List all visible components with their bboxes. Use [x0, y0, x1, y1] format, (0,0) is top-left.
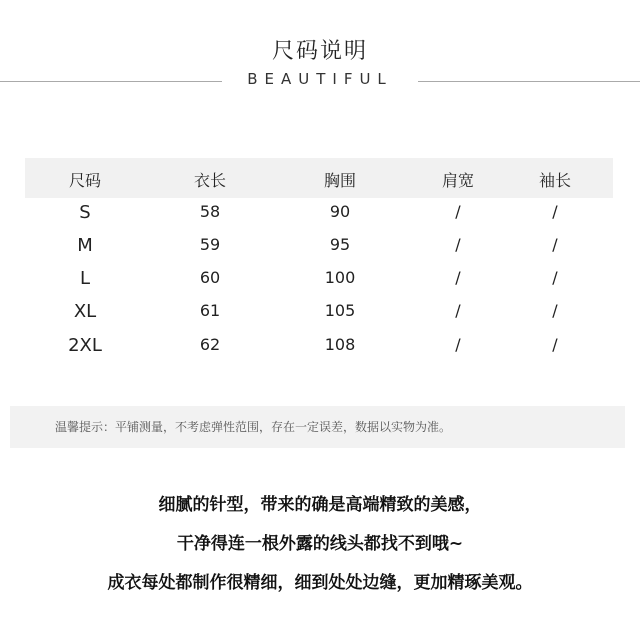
cell-shoulder: / [455, 335, 461, 354]
cell-size: XL [73, 301, 97, 322]
cell-length: 58 [199, 202, 221, 221]
column-header-chest: 胸围 [323, 171, 356, 190]
cell-sleeve: / [552, 235, 558, 254]
cell-sleeve: / [552, 202, 558, 221]
cell-length: 62 [199, 335, 221, 354]
table-row [0, 335, 640, 365]
page-title: 尺码说明 [271, 39, 368, 64]
cell-sleeve: / [552, 268, 558, 287]
description-line: 成衣每处都制作很精细，细到处处边缝，更加精琢美观。 [107, 573, 533, 593]
column-header-length: 衣长 [193, 171, 226, 190]
table-row [0, 268, 640, 298]
divider-right [418, 81, 640, 82]
description-line: 细腻的针型，带来的确是高端精致的美感， [158, 495, 482, 515]
divider-left [0, 81, 222, 82]
table-row [0, 235, 640, 265]
cell-sleeve: / [552, 301, 558, 320]
table-row [0, 202, 640, 232]
cell-length: 60 [199, 268, 221, 287]
cell-size: L [79, 268, 91, 289]
cell-shoulder: / [455, 301, 461, 320]
column-header-size: 尺码 [68, 171, 101, 190]
cell-chest: 105 [324, 301, 356, 320]
cell-chest: 95 [329, 235, 351, 254]
cell-size: M [77, 235, 93, 256]
description-line: 干净得连一根外露的线头都找不到哦~ [176, 534, 464, 554]
cell-chest: 108 [324, 335, 356, 354]
cell-sleeve: / [552, 335, 558, 354]
note-bar [10, 406, 625, 448]
subtitle-banner [0, 70, 640, 92]
cell-length: 59 [199, 235, 221, 254]
subtitle: BEAUTIFUL [247, 70, 393, 88]
column-header-shoulder: 肩宽 [441, 171, 474, 190]
cell-shoulder: / [455, 202, 461, 221]
cell-size: S [79, 202, 91, 223]
table-row [0, 301, 640, 331]
cell-shoulder: / [455, 235, 461, 254]
column-header-sleeve: 袖长 [538, 171, 571, 190]
cell-chest: 100 [324, 268, 356, 287]
table-header [0, 168, 640, 198]
cell-chest: 90 [329, 202, 351, 221]
cell-length: 61 [199, 301, 221, 320]
cell-size: 2XL [68, 335, 102, 356]
cell-shoulder: / [455, 268, 461, 287]
note-text: 温馨提示：平铺测量，不考虑弹性范围，存在一定误差，数据以实物为准。 [55, 420, 452, 434]
